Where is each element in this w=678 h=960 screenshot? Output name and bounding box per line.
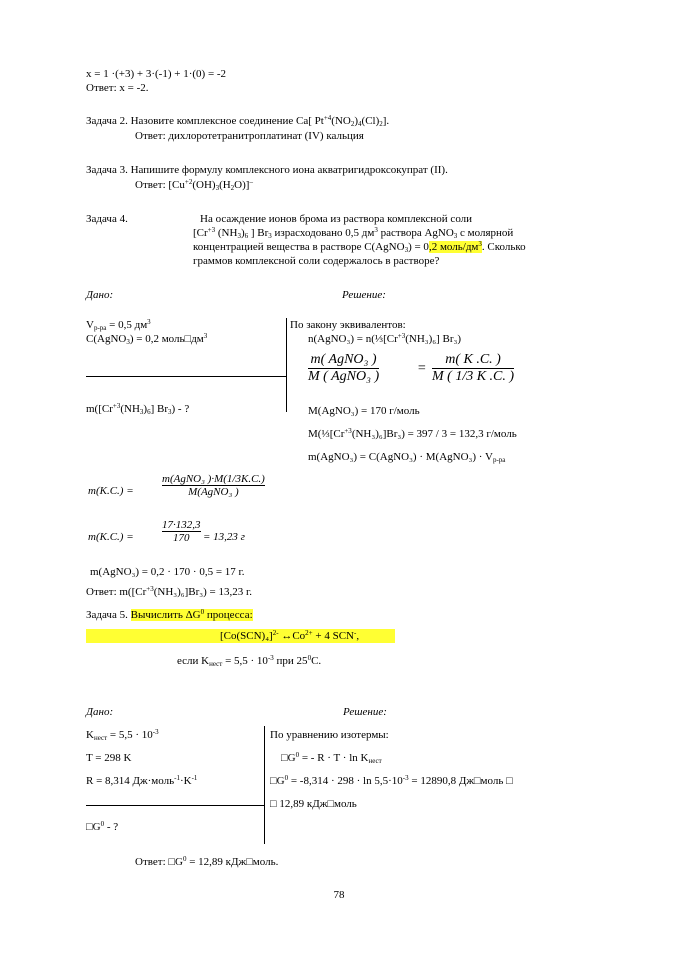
task5-solution-line4: □ 12,89 кДж□моль: [270, 798, 357, 810]
task5-given-r: R = 8,314 $Дж\cdot моль^{-1}\cdot K^{-1}$: [86, 774, 198, 787]
task5-solution-line2: $□G^0$ = - $R \cdot T \cdot \ln K_{нест}$: [281, 751, 382, 765]
task5-given-t: T = 298 K: [86, 752, 132, 764]
task5-solution-line3: $□G^0 = -8,314 \cdot 298 \cdot \ln 5,5\cdot 10^{-3} = 12890,8$ Дж□моль □: [270, 774, 513, 787]
equals-sign: =: [417, 361, 427, 376]
task4-given-volume: $V_{р-ра} = 0,5$ $дм^3$: [86, 318, 151, 332]
task4-answer: Ответ: $m([Cr^{+3}(NH_3)_6]Br_3) = 13,23$ г.: [86, 585, 252, 598]
task5-question: Задача 5. Вычислить $\Delta G^0$ процесса:: [86, 608, 253, 621]
task5-given-k: $K_{нест} = 5,5 \cdot 10^{-3}$: [86, 728, 159, 742]
task4-text-line2: [$Cr^{+3}$ $(NH_3)_6$ ] $Br_3$ израсходовано 0,5 $дм^3$ раствора AgNO$_3$ с молярной: [193, 226, 514, 240]
task4-label: Задача 4.: [86, 213, 128, 225]
given-divider: [86, 376, 286, 377]
fraction-complex-salt: m( K .C. ) M ( 1/3 K .C. ): [432, 352, 515, 384]
task5-given-label: Дано:: [86, 706, 114, 718]
highlight-task5: Вычислить $\Delta G^0$ процесса:: [130, 608, 253, 621]
task2-question: Задача 2. Назовите комплексное соединение Ca[ $Pt^{+4}(NO_2)_4(Cl)_2$].: [86, 114, 390, 128]
task4-given-label: Дано:: [86, 289, 114, 301]
answer-x: Ответ: x = -2.: [86, 82, 149, 94]
fraction-agno3: m( AgNO₃ ) M ( AgNO₃ ): [308, 352, 380, 384]
task5-given-divider: [86, 805, 264, 806]
task4-molar-mass-salt: $M(\frac{1}{3}[Cr^{+3}(NH_3)_6]Br_3) = 397 / 3 = 132,3$ г/моль: [308, 427, 517, 440]
task3-question: Задача 3. Напишите формулу комплексного иона акватригидроксокупрат (II).: [86, 164, 448, 176]
task4-text-line3: концентрацией вещества в растворе C(AgNO$_3$) = 0,2 моль/$дм^3$. Сколько: [193, 240, 526, 254]
task4-solution-label: Решение:: [342, 289, 386, 301]
task5-condition: если $K_{нест} = 5,5 \cdot 10^{-3}$ при $25^0C$.: [177, 654, 322, 668]
task4-calc: m(AgNO₃) = 0,2 · 170 · 0,5 = 17 г.: [90, 566, 245, 578]
task4-molar-mass-agno3: M(AgNO₃) = 170 г/моль: [308, 405, 420, 417]
task2-answer: Ответ: дихлоротетранитроплатинат (IV) кальция: [135, 130, 364, 142]
f4-left: m(K.C.) =: [88, 531, 134, 543]
task4-given-concentration: C(AgNO$_3$) = 0,2 $моль□дм^3$: [86, 332, 208, 346]
f4-right: = 13,23 г: [203, 531, 245, 543]
task4-equivalence: n(AgNO₃) = $n(\frac{1}{3}[Cr^{+3}(NH_3)_6]$ Br₃): [308, 332, 462, 345]
task3-answer: Ответ: $[Cu^{+2}(OH)_3(H_2O)]^-$: [135, 178, 253, 192]
fraction-mass-formula: m(AgNO₃ )·M(1/3K.C.) M(AgNO₃ ): [162, 473, 265, 498]
task5-solution-label: Решение:: [343, 706, 387, 718]
task5-column-divider: [264, 726, 265, 844]
task5-find: $□G^0$ - ?: [86, 820, 119, 833]
task4-text-line4: граммов комплексной соли содержалось в растворе?: [193, 255, 440, 267]
task4-find: $m([Cr^{+3}(NH_3)_6]$ $Br_3$) - ?: [86, 402, 190, 416]
task4-law: По закону эквивалентов:: [290, 319, 406, 331]
task5-solution-line1: По уравнению изотермы:: [270, 729, 389, 741]
oxidation-equation: x = 1 ·(+3) + 3·(-1) + 1·(0) = -2: [86, 68, 227, 80]
fraction-mass-numeric: 17·132,3 170: [162, 519, 201, 544]
given-solution-divider: [286, 318, 287, 412]
task4-text-line1: На осаждение ионов брома из раствора комплексной соли: [200, 213, 473, 225]
task4-mass-agno3-formula: m(AgNO₃) = C(AgNO₃) · M(AgNO₃) · $V_{р-ра}$: [308, 451, 506, 464]
task5-answer: Ответ: $□G^0 = 12,89$ кДж□моль.: [135, 855, 279, 868]
highlight-concentration: ,2 моль/$дм^3$: [428, 240, 482, 253]
f3-left: m(K.C.) =: [88, 485, 134, 497]
page-number: 78: [333, 889, 345, 901]
task5-reaction: $[Co(SCN)_4]^{2-}$ $\leftrightarrow Co^{2+} + 4$ SCN-,: [220, 629, 360, 642]
